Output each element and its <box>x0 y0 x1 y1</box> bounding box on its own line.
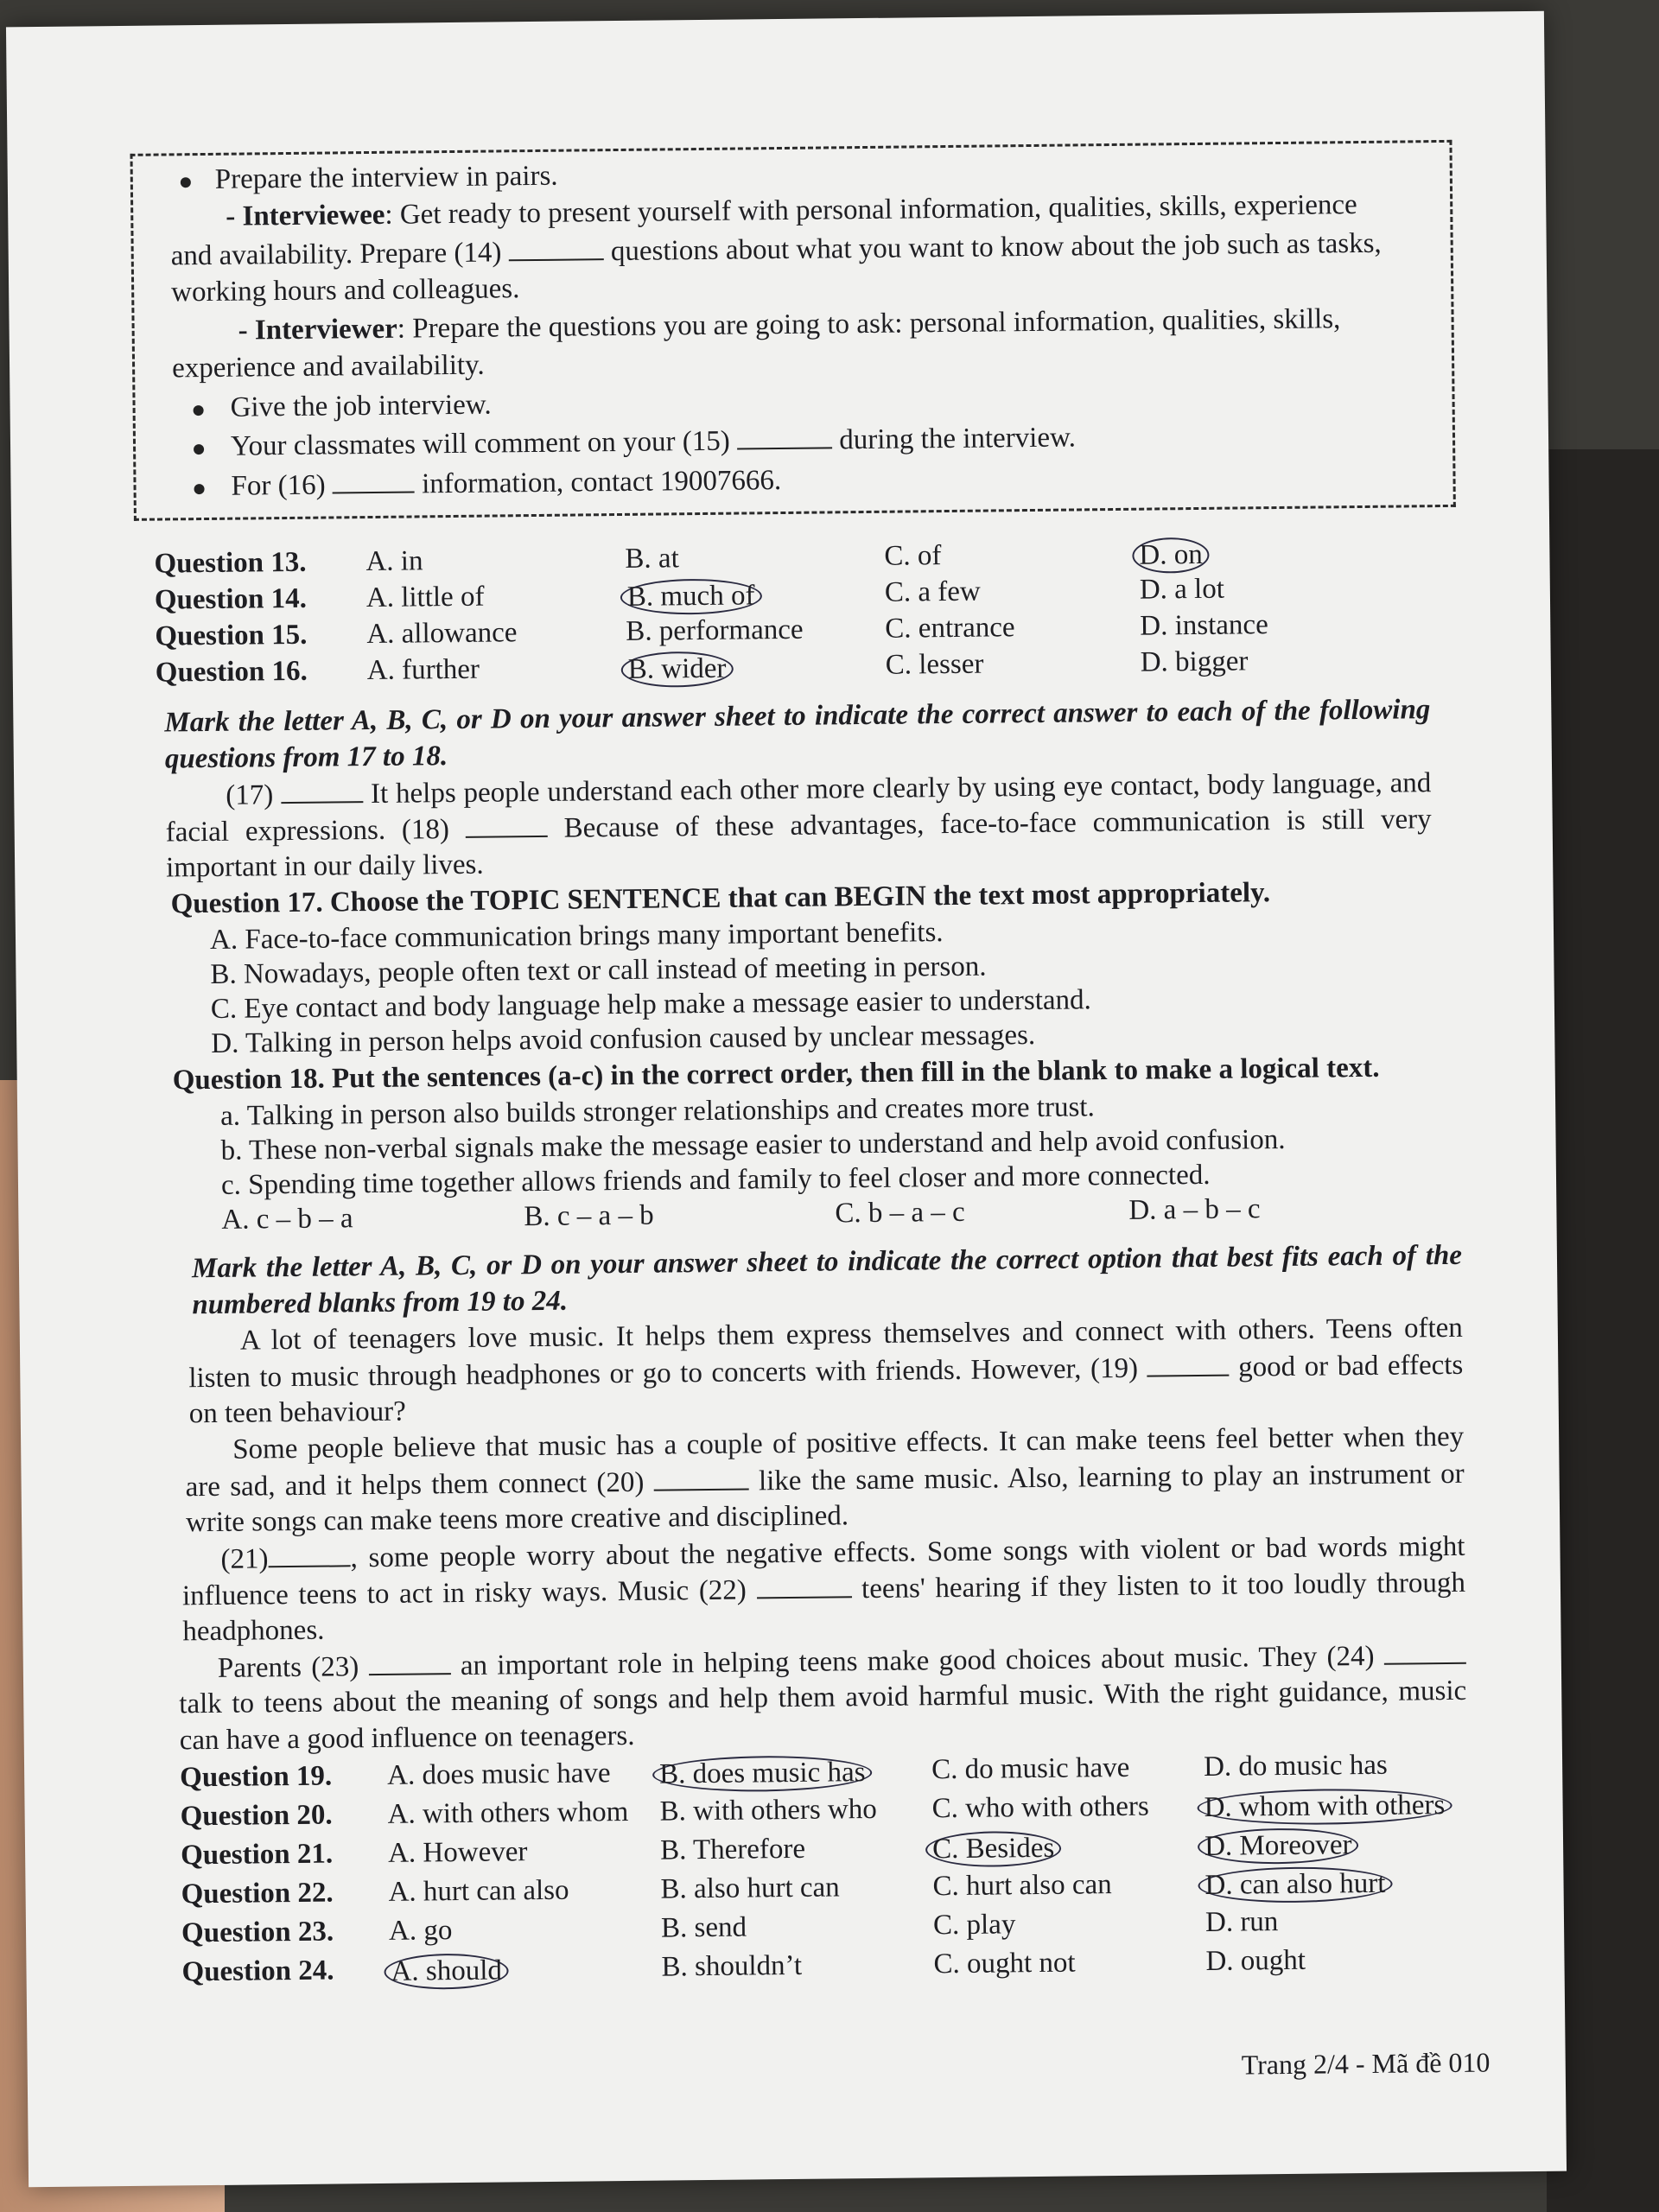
option-c[interactable]: C. a few <box>884 575 981 608</box>
question-row: Question 20. A. with others whom B. with others who C. who with others D. whom with others <box>24 1787 1562 1838</box>
instruction-19-24: Mark the letter A, B, C, or D on your answer sheet to indicate the correct option that best fits each of the <box>191 1239 1463 1285</box>
passage-line: (17) It helps people understand each other more clearly by using eye contact, body language, and <box>226 767 1432 811</box>
option-d[interactable]: D. instance <box>1140 609 1268 642</box>
sentence-18c: c. Spending time together allows friends and family to feel closer and more connected. <box>220 1159 1211 1201</box>
option-b-circled[interactable]: B. wider <box>621 652 734 688</box>
instruction-17-18-cont: questions from 17 to 18. <box>164 741 448 775</box>
option-d-circled[interactable]: D. can also hurt <box>1198 1866 1392 1904</box>
box-line-5: - Interviewer: Prepare the questions you are going to ask: personal information, qualities, skills, <box>238 303 1341 346</box>
option-b[interactable]: B. performance <box>626 613 804 647</box>
passage-line: A lot of teenagers love music. It helps them express themselves and connect with others. Teens often <box>239 1312 1464 1357</box>
passage-line: are sad, and it helps them connect (20) like the same music. Also, learning to play an instrument or <box>185 1458 1465 1503</box>
passage-line: write songs can make teens more creative and disciplined. <box>185 1500 849 1539</box>
passage-line: important in our daily lives. <box>165 849 484 884</box>
passage-line: headphones. <box>182 1614 325 1648</box>
question-row: Question 13. A. in B. at C. of D. on <box>11 534 1549 585</box>
option-d[interactable]: D. do music has <box>1203 1749 1388 1783</box>
box-line-9: For (16) information, contact 19007666. <box>231 465 782 502</box>
passage-line: talk to teens about the meaning of songs and help them avoid harmful music. With the right guidance, music <box>179 1675 1467 1720</box>
option-c[interactable]: C. hurt also can <box>932 1869 1112 1903</box>
option-d-circled[interactable]: D. Moreover <box>1198 1827 1359 1865</box>
bullet-icon <box>194 484 205 494</box>
box-line-6: experience and availability. <box>171 349 485 385</box>
option-b-circled[interactable]: B. much of <box>620 578 762 615</box>
question-row: Question 22. A. hurt can also B. also hurt can C. hurt also can D. can also hurt <box>25 1865 1563 1916</box>
bullet-icon <box>181 177 191 188</box>
question-row: Question 19. A. does music have B. does music has C. do music have D. do music has <box>179 1749 1388 1794</box>
option-c[interactable]: C. lesser <box>885 648 984 681</box>
question-row: Question 16. A. further B. wider C. lesser D. bigger <box>155 645 1249 689</box>
sentence-18a: a. Talking in person also builds stronger relationships and creates more trust. <box>219 1091 1095 1132</box>
option-d-circled[interactable]: D. on <box>1132 537 1210 574</box>
question-18: Question 18. Put the sentences (a-c) in the correct order, then fill in the blank to make a logical text. <box>172 1052 1380 1096</box>
option-a[interactable]: A. further <box>366 653 480 687</box>
option-d[interactable]: D. a lot <box>1139 573 1225 606</box>
option-b[interactable]: B. shouldn’t <box>661 1949 803 1983</box>
option-17c[interactable]: C. Eye contact and body language help make a message easier to understand. <box>210 984 1091 1025</box>
option-b[interactable]: B. Therefore <box>659 1833 806 1866</box>
page-footer: Trang 2/4 - Mã đề 010 <box>1241 2046 1491 2081</box>
box-line-8: Your classmates will comment on your (15) during the interview. <box>230 422 1077 462</box>
instruction-19-24-cont: numbered blanks from 19 to 24. <box>192 1285 569 1321</box>
box-line-3: and availability. Prepare (14) questions about what you want to know about the job such as tasks, <box>170 227 1382 272</box>
option-a-circled[interactable]: A. should <box>384 1953 509 1990</box>
passage-line: listen to music through headphones or go to concerts with friends. However, (19) good or bad effects <box>188 1349 1464 1395</box>
question-17: Question 17. Choose the TOPIC SENTENCE that can BEGIN the text most appropriately. <box>170 877 1271 920</box>
bullet-icon <box>194 405 204 416</box>
option-b[interactable]: B. also hurt can <box>660 1872 840 1905</box>
option-18b[interactable]: B. c – a – b <box>524 1199 654 1233</box>
option-18d[interactable]: D. a – b – c <box>1128 1193 1261 1226</box>
passage-line: facial expressions. (18) Because of these advantages, face-to-face communication is still very <box>165 804 1432 849</box>
question-row: Question 21. A. However B. Therefore C. Besides D. Moreover <box>25 1826 1563 1877</box>
passage-line: on teen behaviour? <box>188 1395 407 1430</box>
option-b-circled[interactable]: B. does music has <box>652 1755 873 1793</box>
option-d[interactable]: D. bigger <box>1140 645 1249 678</box>
option-a[interactable]: A. does music have <box>386 1758 611 1791</box>
question-row: Question 24. A. should B. shouldn’t C. ought not D. ought <box>26 1942 1564 1993</box>
passage-line: can have a good influence on teenagers. <box>179 1719 635 1757</box>
option-b[interactable]: B. with others who <box>659 1793 877 1827</box>
option-c[interactable]: C. who with others <box>931 1790 1149 1825</box>
question-row: Question 14. A. little of B. much of C. a few D. a lot <box>154 573 1225 616</box>
instruction-17-18: Mark the letter A, B, C, or D on your answer sheet to indicate the correct answer to each of the following <box>164 694 1431 739</box>
option-d[interactable]: D. ought <box>1205 1944 1306 1977</box>
option-18a[interactable]: A. c – b – a <box>221 1203 353 1236</box>
option-17b[interactable]: B. Nowadays, people often text or call instead of meeting in person. <box>210 950 987 990</box>
option-c[interactable]: C. ought not <box>933 1947 1076 1980</box>
option-a[interactable]: A. with others whom <box>387 1796 629 1830</box>
passage-line: influence teens to act in risky ways. Music (22) teens' hearing if they listen to it too loudly through <box>181 1567 1466 1612</box>
option-a[interactable]: A. in <box>365 545 423 578</box>
passage-line: (21) , some people worry about the negative effects. Some songs with violent or bad words might <box>220 1530 1465 1575</box>
option-b[interactable]: B. at <box>625 543 679 575</box>
option-c[interactable]: C. do music have <box>931 1751 1130 1786</box>
option-b[interactable]: B. send <box>660 1911 747 1944</box>
option-a[interactable]: A. little of <box>365 581 485 614</box>
box-line-4: working hours and colleagues. <box>170 273 520 308</box>
question-row: Question 23. A. go B. send C. play D. run <box>181 1906 1279 1949</box>
passage-line: Some people believe that music has a couple of positive effects. It can make teens feel better when they <box>232 1421 1465 1465</box>
passage-line: Parents (23) an important role in helping teens make good choices about music. They (24) <box>218 1638 1466 1685</box>
option-c[interactable]: C. of <box>884 540 942 572</box>
option-d-circled[interactable]: D. whom with others <box>1197 1788 1452 1826</box>
option-c[interactable]: C. play <box>932 1909 1016 1942</box>
option-a[interactable]: A. hurt can also <box>388 1874 569 1908</box>
option-c[interactable]: C. entrance <box>885 612 1015 645</box>
option-c-circled[interactable]: C. Besides <box>925 1831 1062 1868</box>
option-d[interactable]: D. run <box>1205 1906 1279 1938</box>
box-line-2: - Interviewee: Get ready to present yourself with personal information, qualities, skills, experience <box>226 189 1357 232</box>
option-18c[interactable]: C. b – a – c <box>835 1196 965 1230</box>
bullet-icon <box>194 444 204 454</box>
box-line-1: Prepare the interview in pairs. <box>214 160 558 195</box>
option-a[interactable]: A. go <box>388 1915 453 1947</box>
question-row: Question 15. A. allowance B. performance C. entrance D. instance <box>155 609 1268 652</box>
box-line-7: Give the job interview. <box>230 389 492 423</box>
option-17a[interactable]: A. Face-to-face communication brings many important benefits. <box>209 917 944 956</box>
sentence-18b: b. These non-verbal signals make the message easier to understand and help avoid confusion. <box>220 1123 1286 1166</box>
option-a[interactable]: A. However <box>387 1836 528 1869</box>
option-17d[interactable]: D. Talking in person helps avoid confusion caused by unclear messages. <box>211 1019 1036 1059</box>
exam-page <box>6 11 1567 2188</box>
option-a[interactable]: A. allowance <box>366 617 518 651</box>
